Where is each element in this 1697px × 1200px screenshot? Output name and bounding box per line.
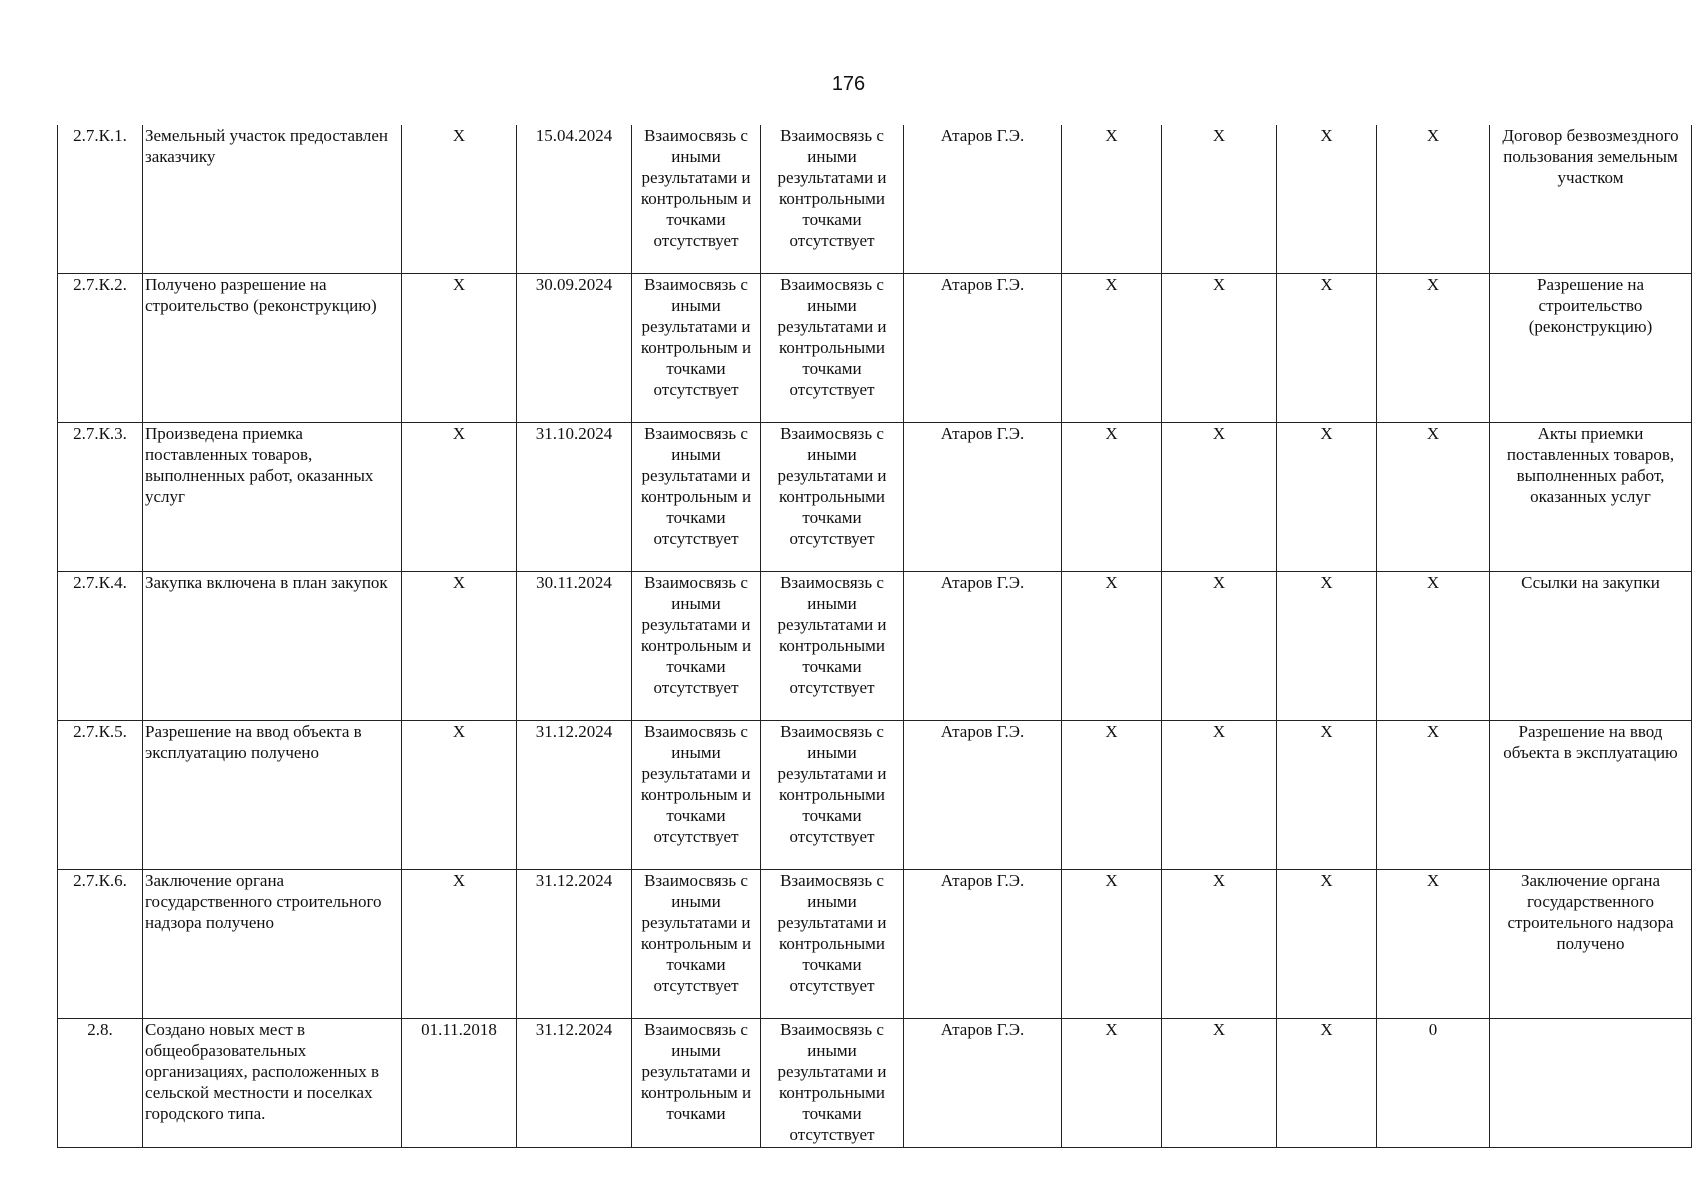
cell-col8: X: [1062, 274, 1162, 423]
cell-col9: X: [1162, 423, 1277, 572]
table-row: [58, 274, 1692, 423]
table-body: [58, 125, 1692, 1148]
cell-end-date: 31.10.2024: [517, 423, 632, 572]
cell-link-next: Взаимосвязь с иными результатами и контрольными точками отсутствует: [761, 125, 904, 274]
cell-start-date: X: [402, 423, 517, 572]
cell-id: 2.7.К.4.: [58, 572, 143, 721]
cell-col11: X: [1377, 870, 1490, 1019]
cell-link-next: Взаимосвязь с иными результатами и контрольными точками отсутствует: [761, 572, 904, 721]
cell-end-date: 30.11.2024: [517, 572, 632, 721]
cell-link-next: Взаимосвязь с иными результатами и контрольными точками отсутствует: [761, 870, 904, 1019]
cell-id: 2.7.К.5.: [58, 721, 143, 870]
cell-responsible: Атаров Г.Э.: [904, 721, 1062, 870]
cell-col8: X: [1062, 870, 1162, 1019]
cell-responsible: Атаров Г.Э.: [904, 870, 1062, 1019]
cell-document: Разрешение на строительство (реконструкцию): [1490, 274, 1692, 423]
cell-name: Заключение органа государственного строительного надзора получено: [143, 870, 402, 1019]
table-row: [58, 125, 1692, 274]
table-row: [58, 1019, 1692, 1148]
cell-col9: X: [1162, 870, 1277, 1019]
cell-col8: X: [1062, 721, 1162, 870]
cell-col11: X: [1377, 721, 1490, 870]
cell-end-date: 15.04.2024: [517, 125, 632, 274]
cell-name: Получено разрешение на строительство (реконструкцию): [143, 274, 402, 423]
cell-col11: X: [1377, 125, 1490, 274]
cell-name: Разрешение на ввод объекта в эксплуатацию получено: [143, 721, 402, 870]
cell-document: Акты приемки поставленных товаров, выполненных работ, оказанных услуг: [1490, 423, 1692, 572]
cell-id: 2.7.К.3.: [58, 423, 143, 572]
cell-col10: X: [1277, 125, 1377, 274]
cell-end-date: 31.12.2024: [517, 870, 632, 1019]
cell-link-previous: Взаимосвязь с иными результатами и контрольным и точками отсутствует: [632, 125, 761, 274]
cell-link-next: Взаимосвязь с иными результатами и контрольными точками отсутствует: [761, 721, 904, 870]
cell-link-next: Взаимосвязь с иными результатами и контрольными точками отсутствует: [761, 423, 904, 572]
cell-col10: X: [1277, 721, 1377, 870]
cell-document: [1490, 1019, 1692, 1148]
cell-col8: X: [1062, 423, 1162, 572]
cell-start-date: X: [402, 572, 517, 721]
cell-responsible: Атаров Г.Э.: [904, 125, 1062, 274]
cell-start-date: X: [402, 274, 517, 423]
cell-col8: X: [1062, 125, 1162, 274]
cell-link-previous: Взаимосвязь с иными результатами и контрольным и точками отсутствует: [632, 572, 761, 721]
table-row: [58, 572, 1692, 721]
cell-link-next: Взаимосвязь с иными результатами и контрольными точками отсутствует: [761, 274, 904, 423]
cell-col9: X: [1162, 1019, 1277, 1148]
cell-col10: X: [1277, 423, 1377, 572]
control-points-table: [57, 125, 1692, 1148]
cell-name: Создано новых мест в общеобразовательных организациях, расположенных в сельской местности и поселках городского типа.: [143, 1019, 402, 1148]
cell-col8: X: [1062, 572, 1162, 721]
cell-responsible: Атаров Г.Э.: [904, 423, 1062, 572]
cell-start-date: X: [402, 721, 517, 870]
cell-col9: X: [1162, 572, 1277, 721]
cell-document: Разрешение на ввод объекта в эксплуатацию: [1490, 721, 1692, 870]
cell-responsible: Атаров Г.Э.: [904, 274, 1062, 423]
cell-col9: X: [1162, 125, 1277, 274]
cell-start-date: X: [402, 870, 517, 1019]
cell-col10: X: [1277, 870, 1377, 1019]
cell-id: 2.8.: [58, 1019, 143, 1148]
table-row: [58, 423, 1692, 572]
cell-col10: X: [1277, 572, 1377, 721]
cell-col8: X: [1062, 1019, 1162, 1148]
cell-link-previous: Взаимосвязь с иными результатами и контрольным и точками отсутствует: [632, 870, 761, 1019]
cell-document: Договор безвозмездного пользования земельным участком: [1490, 125, 1692, 274]
cell-link-next: Взаимосвязь с иными результатами и контрольными точками отсутствует: [761, 1019, 904, 1148]
cell-link-previous: Взаимосвязь с иными результатами и контрольным и точками отсутствует: [632, 423, 761, 572]
cell-document: Заключение органа государственного строительного надзора получено: [1490, 870, 1692, 1019]
cell-id: 2.7.К.6.: [58, 870, 143, 1019]
cell-col11: X: [1377, 274, 1490, 423]
cell-start-date: 01.11.2018: [402, 1019, 517, 1148]
cell-col10: X: [1277, 1019, 1377, 1148]
cell-name: Земельный участок предоставлен заказчику: [143, 125, 402, 274]
cell-link-previous: Взаимосвязь с иными результатами и контрольным и точками отсутствует: [632, 274, 761, 423]
cell-col11: 0: [1377, 1019, 1490, 1148]
cell-document: Ссылки на закупки: [1490, 572, 1692, 721]
cell-responsible: Атаров Г.Э.: [904, 572, 1062, 721]
cell-col9: X: [1162, 274, 1277, 423]
table-row: [58, 870, 1692, 1019]
cell-link-previous: Взаимосвязь с иными результатами и контрольным и точками: [632, 1019, 761, 1148]
cell-col11: X: [1377, 423, 1490, 572]
cell-col9: X: [1162, 721, 1277, 870]
cell-name: Закупка включена в план закупок: [143, 572, 402, 721]
page-number: 176: [831, 73, 866, 95]
cell-col10: X: [1277, 274, 1377, 423]
cell-responsible: Атаров Г.Э.: [904, 1019, 1062, 1148]
cell-end-date: 30.09.2024: [517, 274, 632, 423]
cell-link-previous: Взаимосвязь с иными результатами и контрольным и точками отсутствует: [632, 721, 761, 870]
cell-start-date: X: [402, 125, 517, 274]
cell-end-date: 31.12.2024: [517, 721, 632, 870]
cell-col11: X: [1377, 572, 1490, 721]
cell-id: 2.7.К.2.: [58, 274, 143, 423]
cell-end-date: 31.12.2024: [517, 1019, 632, 1148]
cell-name: Произведена приемка поставленных товаров, выполненных работ, оказанных услуг: [143, 423, 402, 572]
cell-id: 2.7.К.1.: [58, 125, 143, 274]
table-row: [58, 721, 1692, 870]
